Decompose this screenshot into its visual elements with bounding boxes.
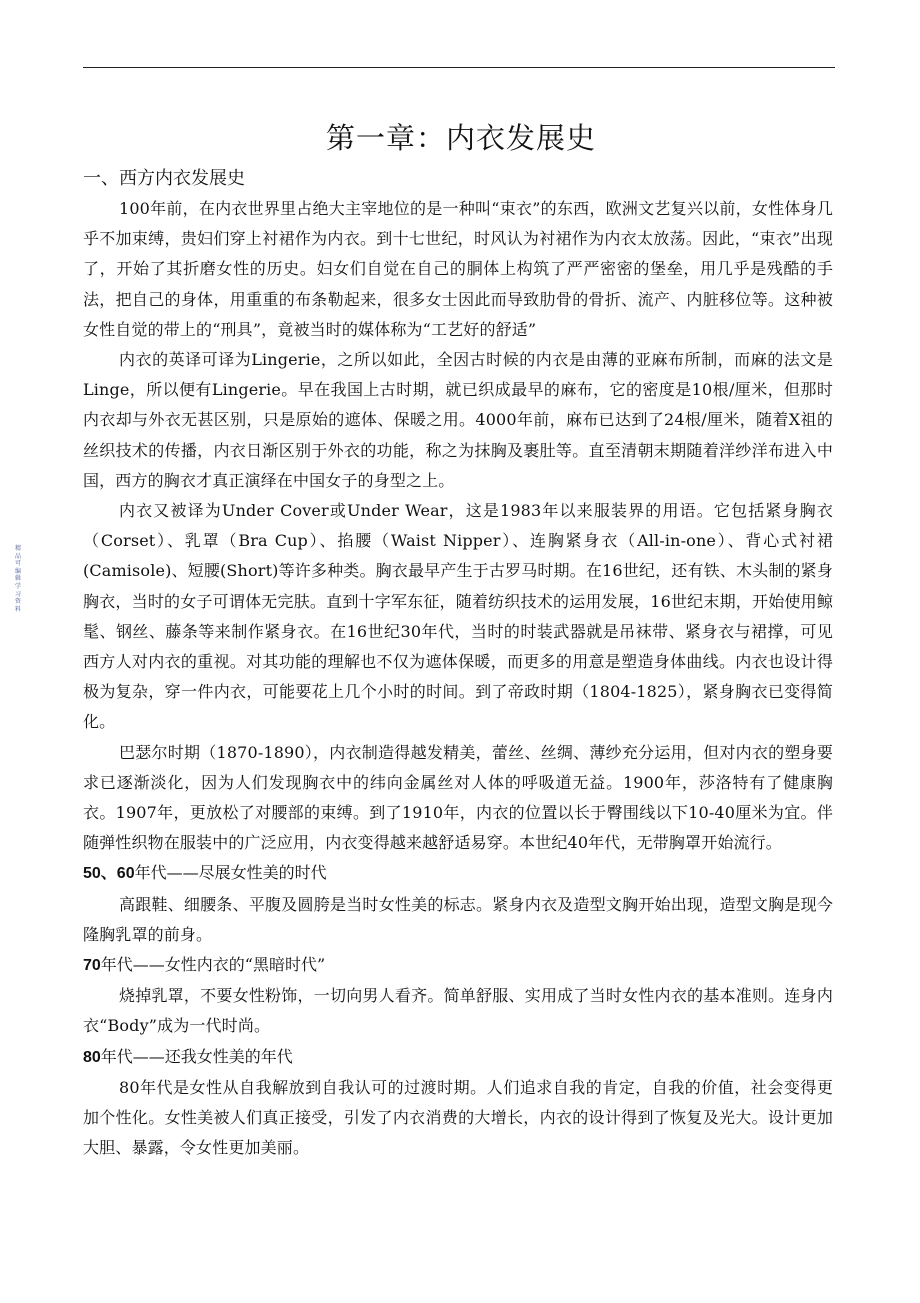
header-rule [83, 67, 835, 68]
side-watermark-note: 精品可编辑学习资料 [15, 545, 22, 613]
paragraph-corset-history: 100年前，在内衣世界里占绝大主宰地位的是一种叫“束衣”的东西，欧洲文艺复兴以前，女性体身几乎不加束缚，贵妇们穿上衬裙作为内衣。到十七世纪，时风认为衬裙作为内衣太放荡。因此，“束衣”出现了，开始了其折磨女性的历史。妇女们自觉在自己的胴体上构筑了严严密密的堡垒，用几乎是残酷的手法，把自己的身体，用重重的布条勒起来，很多女士因此而导致肋骨的骨折、流产、内脏移位等。这种被女性自觉的带上的“刑具”，竟被当时的媒体称为“工艺好的舒适” [83, 199, 833, 339]
era-paragraph-50s-60s: 高跟鞋、细腰条、平腹及圆胯是当时女性美的标志。紧身内衣及造型文胸开始出现，造型文胸是现今隆胸乳罩的前身。 [83, 894, 833, 944]
chapter-title: 第一章：内衣发展史 [325, 121, 596, 155]
era-number: 50、60 [83, 865, 135, 883]
paragraph-lingerie-origin: 内衣的英译可译为Lingerie，之所以如此，全因古时候的内衣是由薄的亚麻布所制，而麻的法文是Linge，所以便有Lingerie。早在我国上古时期，就已织成最早的麻布，它的密度是10根/厘米，但那时内衣却与外衣无甚区别，只是原始的遮体、保暖之用。4000年前，麻布已达到了24根/厘米，随着X祖的丝织技术的传播，内衣日渐区别于外衣的功能，称之为抹胸及裹肚等。直至清朝末期随着洋纱洋布进入中国，西方的胸衣才真正演绎在中国女子的身型之上。 [83, 350, 833, 490]
document-body [83, 112, 833, 1164]
paragraph-bustle-era: 巴瑟尔时期（1870-1890），内衣制造得越发精美，蕾丝、丝绸、薄纱充分运用，但对内衣的塑身要求已逐渐淡化，因为人们发现胸衣中的纬向金属丝对人体的呼吸道无益。1900年，莎洛特有了健康胸衣。1907年，更放松了对腰部的束缚。到了1910年，内衣的位置以长于臀围线以下10-40厘米为宜。伴随弹性织物在服装中的广泛应用，内衣变得越来越舒适易穿。本世纪40年代，无带胸罩开始流行。 [83, 742, 833, 853]
paragraph-underwear-types: 内衣又被译为Under Cover或Under Wear，这是1983年以来服装界的用语。它包括紧身胸衣（Corset）、乳罩（Bra Cup）、掐腰（Waist Nipper）、连胸紧身衣（All-in-one）、背心式衬裙(Camisole)、短腰(Short)等许多种类。胸衣最早产生于古罗马时期。在16世纪，还有铁、木头制的紧身胸衣，当时的女子可谓体无完肤。直到十字军东征，随着纺织技术的运用发展，16世纪末期，开始使用鲸髦、钢丝、藤条等来制作紧身衣。在16世纪30年代，当时的时装武器就是吊袜带、紧身衣与裙撑，可见西方人对内衣的重视。对其功能的理解也不仅为遮体保暖，而更多的用意是塑造身体曲线。内衣也设计得极为复杂，穿一件内衣，可能要花上几个小时的时间。到了帝政时期（1804-1825），紧身胸衣已变得简化。 [83, 501, 833, 732]
era-paragraph-80s: 80年代是女性从自我解放到自我认可的过渡时期。人们追求自我的肯定，自我的价值，社会变得更加个性化。女性美被人们真正接受，引发了内衣消费的大增长，内衣的设计得到了恢复及光大。设计更加大胆、暴露，令女性更加美丽。 [83, 1077, 833, 1158]
era-paragraph-70s: 烧掉乳罩，不要女性粉饰，一切向男人看齐。简单舒服、实用成了当时女性内衣的基本准则。连身内衣“Body”成为一代时尚。 [83, 986, 833, 1036]
era-heading-70s [83, 950, 833, 981]
era-title: 年代——尽展女性美的时代 [134, 863, 327, 883]
era-heading-80s [83, 1042, 833, 1073]
era-heading-50s-60s [83, 858, 833, 889]
section-heading: 一、西方内衣发展史 [83, 168, 245, 189]
era-number: 80 [83, 1048, 101, 1066]
era-title: 年代——还我女性美的年代 [100, 1046, 293, 1066]
era-title: 年代——女性内衣的“黑暗时代” [100, 955, 326, 975]
era-number: 70 [83, 957, 101, 975]
